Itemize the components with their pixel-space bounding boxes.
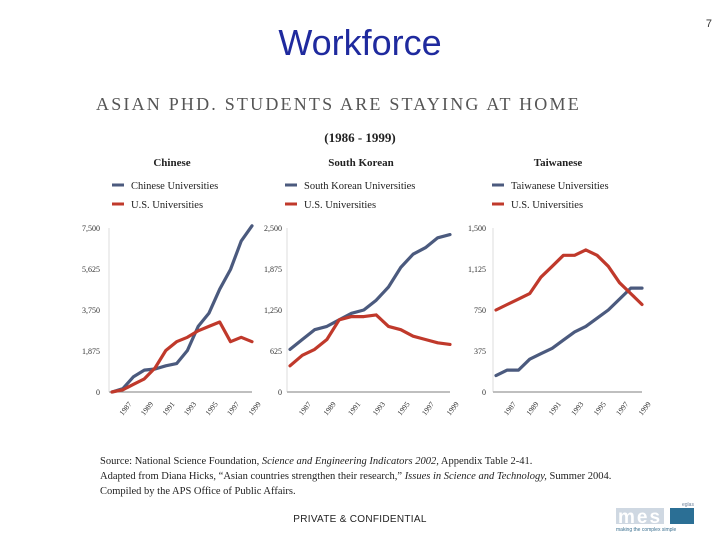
y-tick-label: 1,125 xyxy=(468,265,486,274)
y-tick-label: 0 xyxy=(278,388,282,397)
x-tick-label: 1999 xyxy=(636,399,653,418)
x-tick-label: 1989 xyxy=(138,399,156,418)
legend-label: Chinese Universities xyxy=(131,181,219,192)
series-line xyxy=(496,250,642,310)
x-tick-label: 1991 xyxy=(346,399,363,418)
slide-title: Workforce xyxy=(278,22,442,63)
x-tick-label: 1995 xyxy=(395,399,412,418)
confidential-footer: PRIVATE & CONFIDENTIAL xyxy=(293,514,427,525)
source-note xyxy=(100,454,611,499)
series-line xyxy=(112,226,252,392)
x-tick-label: 1995 xyxy=(203,399,220,418)
series-line xyxy=(290,315,450,366)
x-tick-label: 1993 xyxy=(569,399,586,418)
x-tick-label: 1999 xyxy=(444,399,461,418)
y-tick-label: 625 xyxy=(270,347,282,356)
page-number: 7 xyxy=(705,18,712,30)
chart-period: (1986 - 1999) xyxy=(324,130,396,145)
panel-title: Chinese xyxy=(153,157,191,169)
series-line xyxy=(496,288,642,376)
x-tick-label: 1989 xyxy=(321,399,338,418)
y-tick-label: 0 xyxy=(482,388,486,397)
x-tick-label: 1989 xyxy=(524,399,541,418)
x-tick-label: 1987 xyxy=(117,399,134,418)
x-tick-label: 1999 xyxy=(246,399,263,418)
y-tick-label: 1,875 xyxy=(264,265,282,274)
source-line-2: Adapted from Diana Hicks, “Asian countries strengthen their research,” Issues in Science and Technology, Summer 2004. xyxy=(100,471,612,482)
source-line-1: Source: National Science Foundation, Science and Engineering Indicators 2002, Appendix Table 2-41. xyxy=(100,456,533,467)
source-line-3: Compiled by the APS Office of Public Affairs. xyxy=(100,486,296,497)
y-tick-label: 5,625 xyxy=(82,265,100,274)
panel-title: Taiwanese xyxy=(533,157,583,169)
legend-label: South Korean Universities xyxy=(304,181,416,192)
panel-title: South Korean xyxy=(328,157,394,169)
logo-tagline: making the complex simple xyxy=(616,527,677,533)
y-tick-label: 7,500 xyxy=(82,224,100,233)
x-tick-label: 1997 xyxy=(224,399,242,418)
x-tick-label: 1991 xyxy=(160,399,177,418)
x-tick-label: 1997 xyxy=(419,399,437,418)
x-tick-label: 1993 xyxy=(181,399,199,418)
y-tick-label: 1,875 xyxy=(82,347,100,356)
x-tick-label: 1993 xyxy=(370,399,387,418)
logo-wordmark: mes xyxy=(618,507,663,528)
x-tick-label: 1995 xyxy=(591,399,608,418)
legend-label: U.S. Universities xyxy=(511,200,584,211)
y-tick-label: 375 xyxy=(474,347,486,356)
x-tick-label: 1987 xyxy=(501,399,519,418)
y-tick-label: 1,500 xyxy=(468,224,486,233)
x-tick-label: 1997 xyxy=(614,399,631,418)
chart-headline: ASIAN PHD. STUDENTS ARE STAYING AT HOME xyxy=(96,94,581,114)
y-tick-label: 3,750 xyxy=(82,306,100,315)
series-line xyxy=(290,235,450,350)
company-logo xyxy=(612,500,698,534)
y-tick-label: 750 xyxy=(474,306,486,315)
logo-small-text: eglas xyxy=(682,502,694,508)
y-tick-label: 1,250 xyxy=(264,306,282,315)
y-tick-label: 0 xyxy=(96,388,100,397)
legend-label: Taiwanese Universities xyxy=(511,181,609,192)
y-tick-label: 2,500 xyxy=(264,224,282,233)
legend-label: U.S. Universities xyxy=(304,200,377,211)
legend-label: U.S. Universities xyxy=(131,200,204,211)
x-tick-label: 1991 xyxy=(546,399,563,418)
x-tick-label: 1987 xyxy=(296,399,314,418)
